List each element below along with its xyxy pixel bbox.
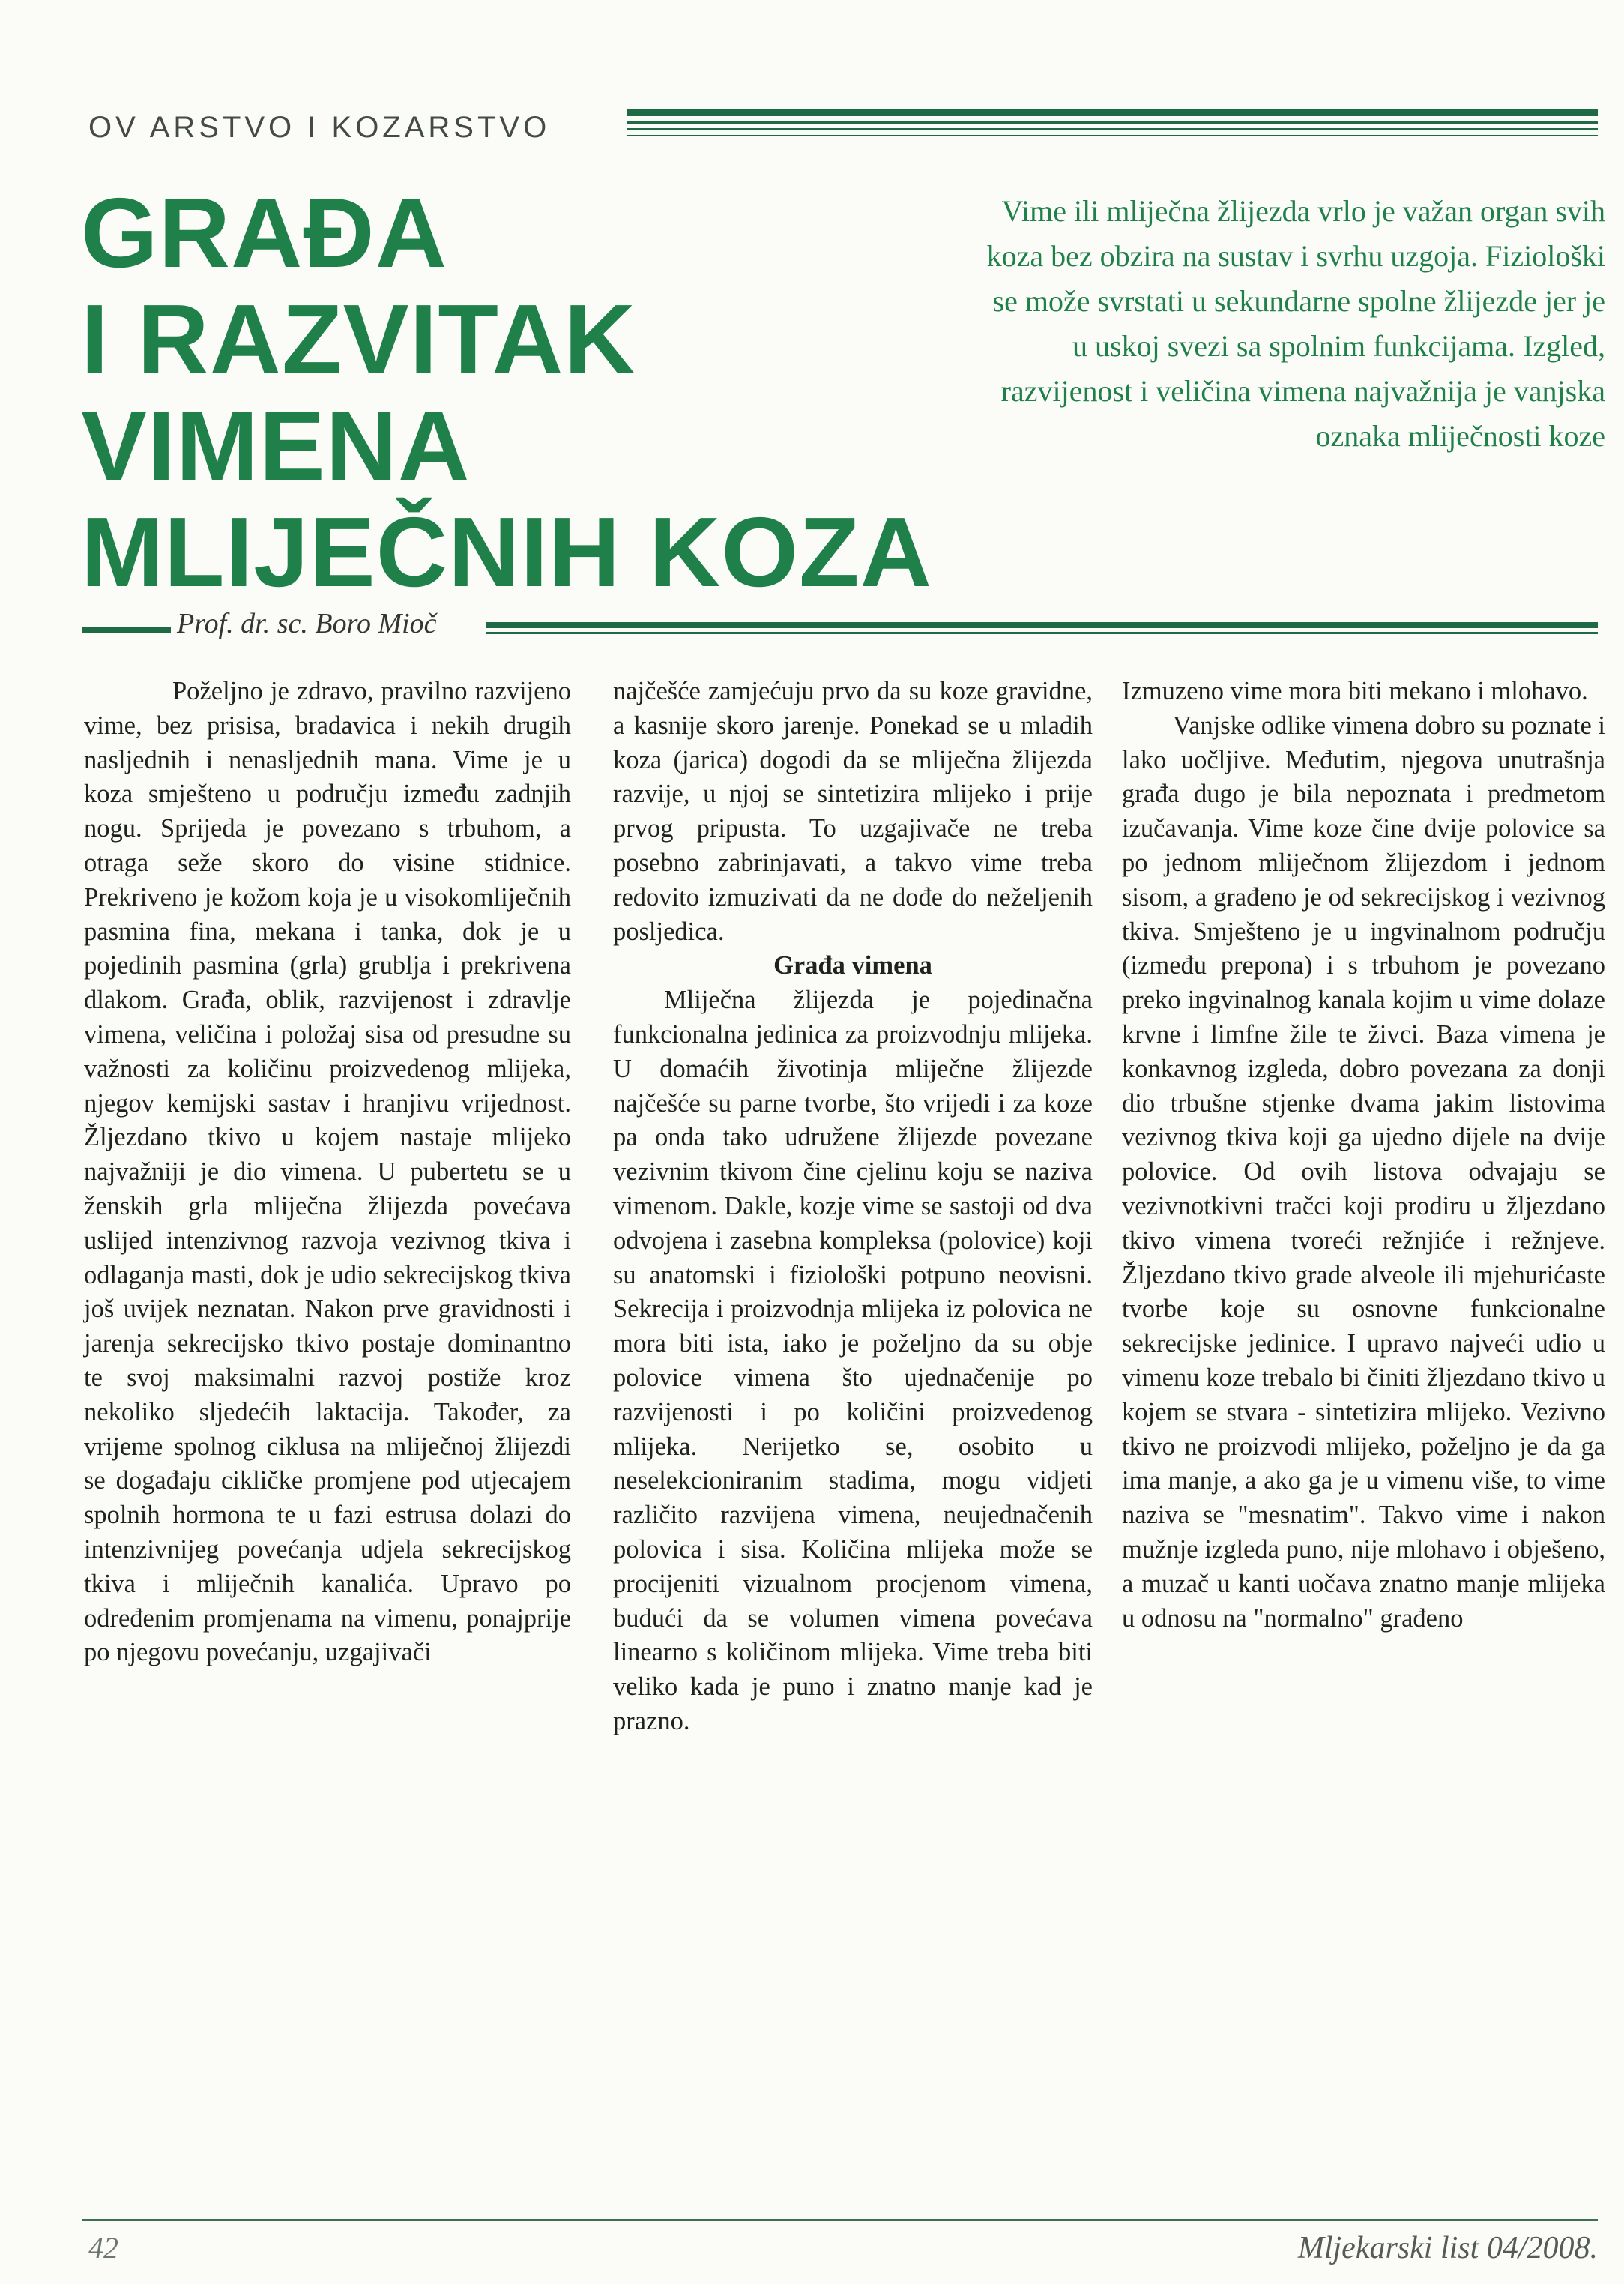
journal-issue: Mljekarski list 04/2008. [1297, 2231, 1598, 2265]
section-subheading: Građa vimena [773, 951, 932, 980]
paragraph: Izmuzeno vime mora biti mekano i mlohavo. [1122, 677, 1588, 705]
page-number: 42 [88, 2231, 118, 2265]
section-label: OV ARSTVO I KOZARSTVO [88, 111, 551, 144]
paragraph: Poželjno je zdravo, pravilno razvijeno vime, bez prisisa, bradavica i nekih drugih nasljednih i nenasljednih mana. Vime je u koza smješteno u području između zadnjih nogu. Sprijeda je povezano s trbuhom, a otraga seže skoro do visine stidnice. Prekriveno je kožom koja je u visokomliječnih pasmina fina, mekana i tanka, dok je u pojedinih pasmina (grla) grublja i prekrivena dlakom. Građa, oblik, razvijenost i zdravlje vimena, veličina i položaj sisa od presudne su važnosti za količinu proizvedenog mlijeka, njegov kemijski sastav i hranjivu vrijednost. Žljezdano tkivo u kojem nastaje mlijeko najvažniji je dio vimena. U pubertetu se u ženskih grla mliječna žlijezda povećava uslijed intenzivnog razvoja vezivnog tkiva i odlaganja masti, dok je udio sekrecijskog tkiva još uvijek neznatan. Nakon prve gravidnosti i jarenja sekrecijsko tkivo postaje dominantno te svoj maksimalni razvoj postiže kroz nekoliko sljedećih laktacija. Također, za vrijeme spolnog ciklusa na mliječnoj žlijezdi se događaju cikličke promjene pod utjecajem spolnih hormona te u fazi estrusa dolazi do intenzivnijeg povećanja udjela sekrecijskog tkiva i mliječnih kanalića. Upravo po određenim promjenama na vimenu, ponajprije po njegovu povećanju, uzgajivači [84, 677, 571, 1667]
author-byline: Prof. dr. sc. Boro Mioč [177, 608, 437, 639]
paragraph: najčešće zamjećuju prvo da su koze gravidne, a kasnije skoro jarenje. Ponekad se u mladih koza (jarica) dogodi da se mliječna žlijezda razvije, u njoj se sintetizira mlijeko i prije prvog pripusta. To uzgajivače ne treba posebno zabrinjavati, a takvo vime treba redovito izmuzivati da ne dođe do neželjenih posljedica. [613, 677, 1093, 946]
footer-rule [82, 2219, 1598, 2221]
title-line-3: VIMENA [81, 391, 471, 501]
title-line-4: MLIJEČNIH KOZA [81, 497, 932, 607]
paragraph: Mliječna žlijezda je pojedinačna funkcionalna jedinica za proizvodnju mlijeka. U domaćih životinja mliječne žlijezde najčešće su parne tvorbe, što vrijedi i za koze pa onda tako udružene žlijezde povezane vezivnim tkivom čine cjelinu koju se naziva vimenom. Dakle, kozje vime se sastoji od dva odvojena i zasebna kompleksa (polovice) koji su anatomski i fiziološki potpuno neovisni. Sekrecija i proizvodnja mlijeka iz polovica ne mora biti ista, iako je poželjno da su obje polovice vimena što ujednačenije po razvijenosti i po količini proizvedenog mlijeka. Nerijetko se, osobito u neselekcioniranim stadima, mogu vidjeti različito razvijena vimena, neujednačenih polovica i sisa. Količina mlijeka može se procijeniti vizualnom procjenom vimena, budući da se volumen vimena povećava linearno s količinom mlijeka. Vime treba biti veliko kada je puno i znatno manje kad je prazno. [613, 986, 1093, 1735]
text-column-1 [84, 675, 571, 1670]
title-line-1: GRAĐA [81, 178, 447, 288]
header-rule [627, 109, 1598, 142]
article-lead: Vime ili mliječna žlijezda vrlo je važan organ svih koza bez obzira na sustav i svrhu uzgoja. Fiziološki se može svrstati u sekundarne spolne žlijezde jer je u uskoj svezi sa spolnim funkcijama. Izgled, razvijenost i veličina vimena najvažnija je vanjska oznaka mliječnosti koze [986, 194, 1605, 453]
byline-rule-left [82, 627, 171, 633]
title-line-2: I RAZVITAK [81, 284, 636, 394]
text-column-2 [613, 675, 1093, 1739]
paragraph: Vanjske odlike vimena dobro su poznate i lako uočljive. Međutim, njegova unutrašnja građa dugo je bila nepoznata i predmetom izučavanja. Vime koze čine dvije polovice sa po jednom mliječnom žlijezdom i jednom sisom, a građeno je od sekrecijskog i vezivnog tkiva. Smješteno je u ingvinalnom području (između prepona) i s trbuhom je povezano preko ingvinalnog kanala kojim u vime dolaze krvne i limfne žile te živci. Baza vimena je konkavnog izgleda, dobro povezana za donji dio trbušne stjenke dvama jakim listovima vezivnog tkiva koji ga ujedno dijele na dvije polovice. Od ovih listova odvajaju se vezivnotkivni tračci koji prodiru u žljezdano tkivo vimena tvoreći režnjiće i režnjeve. Žljezdano tkivo grade alveole ili mjehurićaste tvorbe koje su osnovne funkcionalne sekrecijske jedinice. I upravo najveći udio u vimenu koze trebalo bi činiti žljezdano tkivo u kojem se stvara - sintetizira mlijeko. Vezivno tkivo ne proizvodi mlijeko, poželjno je da ga ima manje, a ako ga je u vimenu više, to vime naziva se "mesnatim". Takvo vime i nakon mužnje izgleda puno, nije mlohavo i obješeno, a muzač u kanti uočava znatno manje mlijeka u odnosu na "normalno" građeno [1122, 711, 1605, 1633]
text-column-3 [1122, 675, 1605, 1636]
byline-rule-right [486, 622, 1598, 634]
article-title [81, 180, 980, 606]
